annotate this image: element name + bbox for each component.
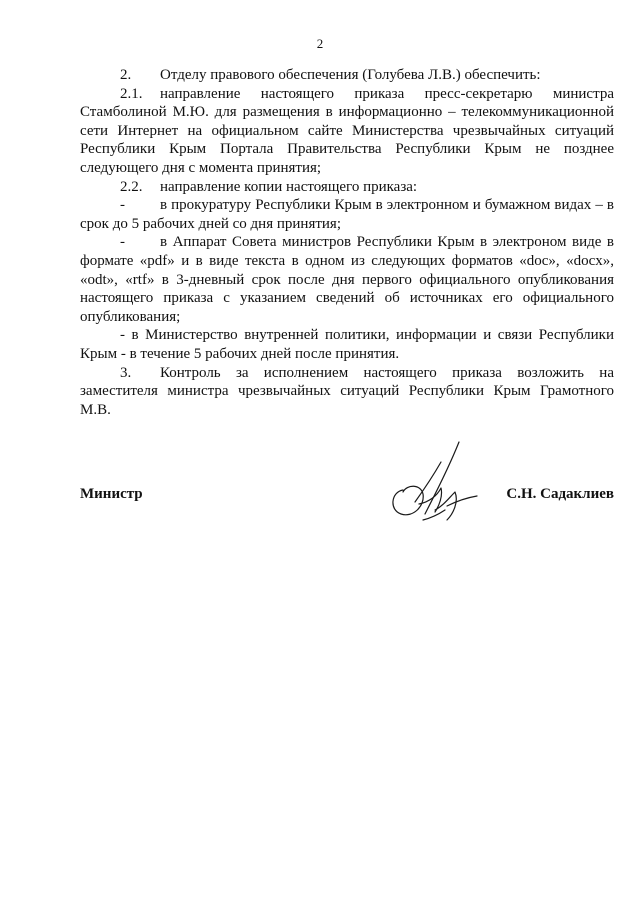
list-dash: - — [120, 234, 125, 251]
paragraph-2 — [80, 66, 614, 85]
paragraph-number: 2. — [120, 67, 132, 83]
signatory-title: Министр — [80, 486, 143, 502]
paragraph-number: 3. — [120, 364, 132, 381]
paragraph-text: в Аппарат Совета министров Республики Крым в электроном виде в формате «pdf» и в виде текста в одном из следующих форматов «doc», «docx», «odt», «rtf» в 3-дневный срок после дня первого официального опубликования настоящего приказа с указанием сведений об источниках его официального опубликования; — [80, 234, 614, 325]
document-body — [80, 66, 614, 419]
paragraph-2-1 — [80, 85, 614, 178]
list-dash: - — [120, 197, 125, 214]
paragraph-text: в прокуратуру Республики Крым в электронном и бумажном видах – в срок до 5 рабочих дней со дня принятия; — [80, 197, 614, 232]
paragraph-text: - в Министерство внутренней политики, информации и связи Республики Крым - в течение 5 рабочих дней после принятия. — [80, 327, 614, 362]
paragraph-3 — [80, 364, 614, 420]
paragraph-text: Контроль за исполнением настоящего приказа возложить на заместителя министра чрезвычайных ситуаций Республики Крым Грамотного М.В. — [80, 364, 614, 418]
paragraph-2-2 — [80, 178, 614, 197]
list-item-ministry-internal-policy — [80, 326, 614, 363]
list-item-prosecutor — [80, 196, 614, 233]
paragraph-text: направление настоящего приказа пресс-секретарю министра Стамболиной М.Ю. для размещения в информационно – телекоммуникационной сети Интернет на официальном сайте Министерства чрезвычайных ситуаций Республики Крым Портала Правительства Республики Крым не позднее следующего дня с момента принятия; — [80, 85, 614, 176]
page-number: 2 — [316, 36, 324, 51]
list-item-council-apparatus — [80, 233, 614, 326]
handwritten-signature — [385, 432, 495, 532]
signature-block — [80, 486, 614, 506]
signatory-name: С.Н. Садаклиев — [506, 486, 614, 502]
paragraph-text: направление копии настоящего приказа: — [160, 178, 418, 195]
paragraph-text: Отделу правового обеспечения (Голубева Л.В.) обеспечить: — [160, 67, 541, 83]
paragraph-number: 2.1. — [120, 85, 143, 102]
paragraph-number: 2.2. — [120, 178, 143, 195]
